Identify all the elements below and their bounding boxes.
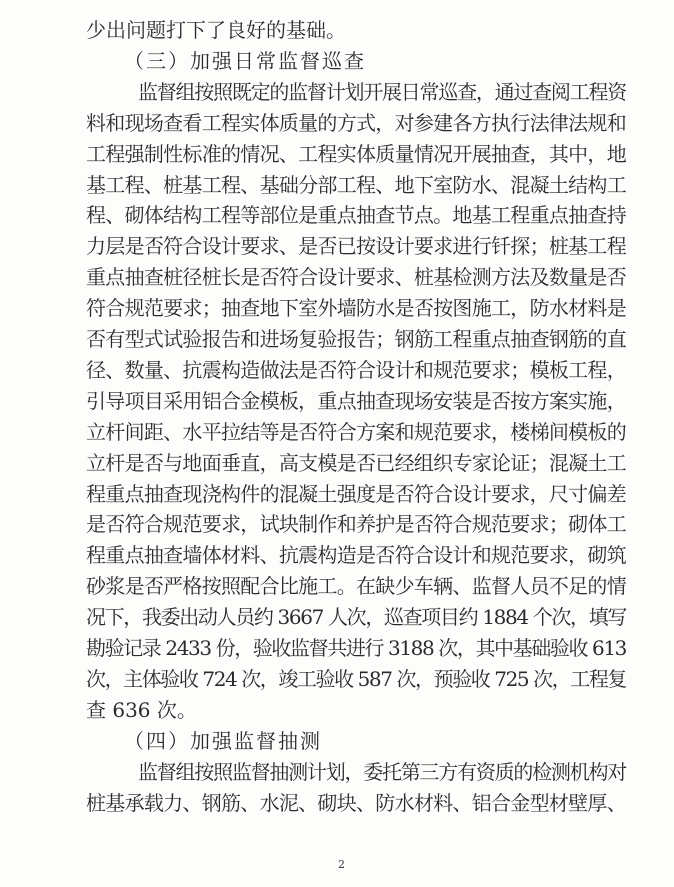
paragraph-line: 立杆是否与地面垂直，高支模是否已经组织专家论证；混凝土工 xyxy=(86,450,626,475)
paragraph-line: 是否符合规范要求，试块制作和养护是否符合规范要求；砌体工 xyxy=(86,512,626,537)
paragraph-line: 工程强制性标准的情况、工程实体质量情况开展抽查，其中，地 xyxy=(86,141,626,166)
paragraph-line: 径、数量、抗震构造做法是否符合设计和规范要求；模板工程， xyxy=(86,357,626,382)
paragraph-line: 力层是否符合设计要求、是否已按设计要求进行钎探；桩基工程 xyxy=(86,234,626,259)
paragraph-line: 次，主体验收 724 次，竣工验收 587 次，预验收 725 次，工程复 xyxy=(86,666,626,691)
paragraph-line: 否有型式试验报告和进场复验报告；钢筋工程重点抽查钢筋的直 xyxy=(86,327,626,351)
paragraph-line: 砂浆是否严格按照配合比施工。在缺少车辆、监督人员不足的情 xyxy=(86,574,626,599)
page-number: 2 xyxy=(338,858,345,871)
paragraph-line: 况下，我委出动人员约 3667 人次，巡查项目约 1884 个次，填写 xyxy=(86,605,626,630)
paragraph-line: 符合规范要求；抽查地下室外墙防水是否按图施工，防水材料是 xyxy=(86,296,626,321)
paragraph-line: 程、砌体结构工程等部位是重点抽查节点。地基工程重点抽查持 xyxy=(86,203,626,228)
paragraph-line: 桩基承载力、钢筋、水泥、砌块、防水材料、铝合金型材壁厚、 xyxy=(86,790,626,815)
paragraph-line: 料和现场查看工程实体质量的方式，对参建各方执行法律法规和 xyxy=(86,110,626,135)
paragraph-line: 勘验记录 2433 份，验收监督共进行 3188 次，其中基础验收 613 xyxy=(86,636,626,660)
paragraph-line: 重点抽查桩径桩长是否符合设计要求、桩基检测方法及数量是否 xyxy=(86,265,626,290)
paragraph-line: 引导项目采用铝合金模板，重点抽查现场安装是否按方案实施， xyxy=(86,388,626,413)
section-heading: （三）加强日常监督巡查 xyxy=(124,48,366,73)
paragraph-line: 程重点抽查现浇构件的混凝土强度是否符合设计要求，尺寸偏差 xyxy=(86,481,626,506)
paragraph-line: 查 636 次。 xyxy=(86,697,197,722)
paragraph-line: 监督组按照监督抽测计划，委托第三方有资质的检测机构对 xyxy=(138,759,626,784)
paragraph-line: 基工程、桩基工程、基础分部工程、地下室防水、混凝土结构工 xyxy=(86,172,626,197)
paragraph-line: 立杆间距、水平拉结等是否符合方案和规范要求，楼梯间模板的 xyxy=(86,419,626,444)
paragraph-line: 少出问题打下了良好的基础。 xyxy=(86,18,346,42)
paragraph-line: 程重点抽查墙体材料、抗震构造是否符合设计和规范要求，砌筑 xyxy=(86,543,626,568)
paragraph-line: 监督组按照既定的监督计划开展日常巡查，通过查阅工程资 xyxy=(138,79,626,104)
section-heading: （四）加强监督抽测 xyxy=(124,728,322,753)
